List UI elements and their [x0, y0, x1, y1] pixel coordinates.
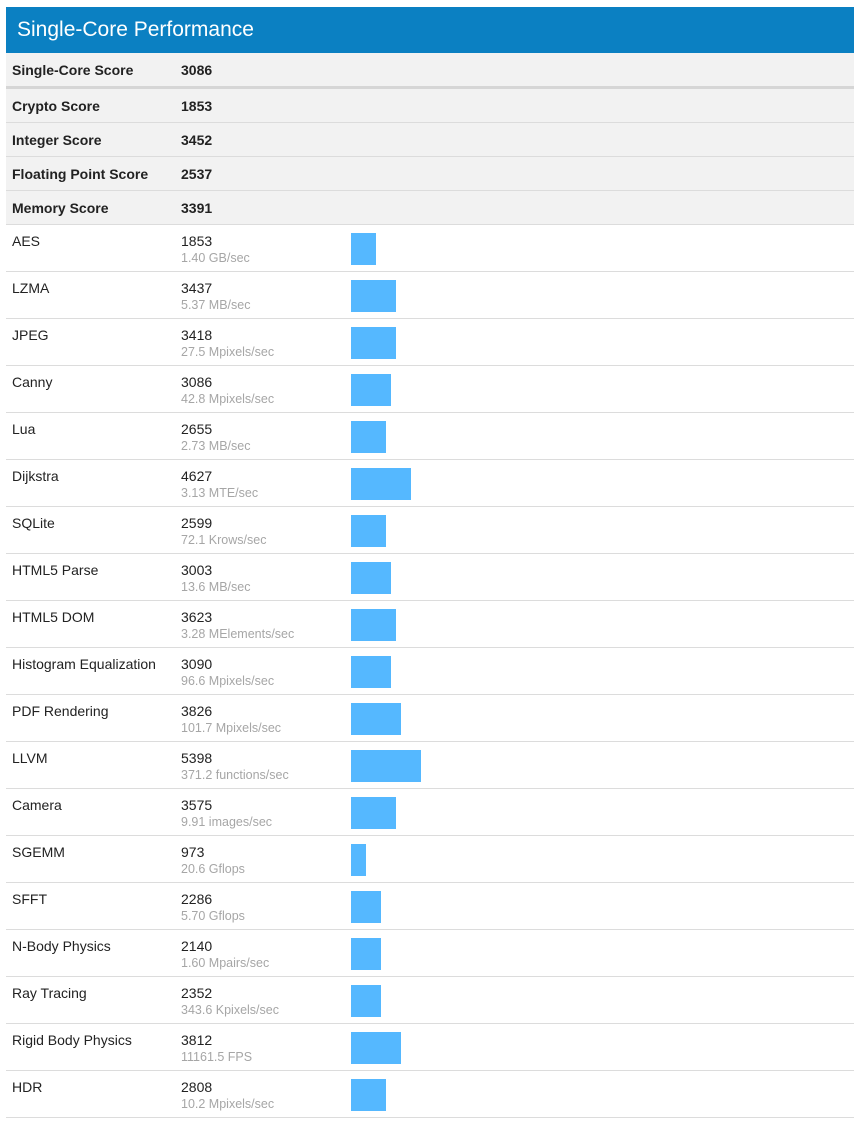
benchmark-bar — [351, 280, 396, 312]
benchmark-row — [6, 1024, 854, 1071]
benchmark-name: AES — [12, 233, 41, 249]
benchmark-throughput: 96.6 Mpixels/sec — [181, 674, 275, 688]
benchmark-row — [6, 836, 854, 883]
benchmark-row — [6, 977, 854, 1024]
benchmark-throughput: 13.6 MB/sec — [181, 580, 251, 594]
benchmark-name: Ray Tracing — [12, 985, 87, 1001]
benchmark-row — [6, 695, 854, 742]
benchmark-bar — [351, 374, 391, 406]
benchmark-name: PDF Rendering — [12, 703, 109, 719]
benchmark-row — [6, 225, 854, 272]
benchmark-score: 4627 — [181, 468, 213, 484]
benchmark-score: 3090 — [181, 656, 213, 672]
benchmark-score: 3623 — [181, 609, 213, 625]
summary-score: 1853 — [181, 98, 213, 114]
benchmark-throughput: 371.2 functions/sec — [181, 768, 289, 782]
benchmark-throughput: 1.60 Mpairs/sec — [181, 956, 270, 970]
summary-name: Memory Score — [12, 200, 109, 216]
benchmark-bar — [351, 1079, 386, 1111]
benchmark-row — [6, 460, 854, 507]
benchmark-throughput: 5.37 MB/sec — [181, 298, 251, 312]
benchmark-row — [6, 554, 854, 601]
benchmark-throughput: 3.13 MTE/sec — [181, 486, 259, 500]
benchmark-score: 3418 — [181, 327, 213, 343]
benchmark-name: LZMA — [12, 280, 50, 296]
summary-table — [6, 53, 854, 225]
benchmark-row — [6, 272, 854, 319]
benchmark-bar — [351, 562, 391, 594]
benchmark-bar — [351, 797, 396, 829]
benchmark-throughput: 5.70 Gflops — [181, 909, 245, 923]
summary-row-integer — [6, 123, 854, 157]
summary-row-crypto — [6, 89, 854, 123]
benchmark-row — [6, 648, 854, 695]
benchmark-throughput: 2.73 MB/sec — [181, 439, 251, 453]
benchmark-score: 2140 — [181, 938, 213, 954]
benchmark-bar — [351, 985, 381, 1017]
benchmark-throughput: 20.6 Gflops — [181, 862, 245, 876]
benchmark-row — [6, 366, 854, 413]
benchmark-row — [6, 507, 854, 554]
benchmark-name: Canny — [12, 374, 53, 390]
benchmark-throughput: 9.91 images/sec — [181, 815, 273, 829]
benchmark-score: 973 — [181, 844, 205, 860]
summary-name: Single-Core Score — [12, 62, 134, 78]
benchmark-score: 1853 — [181, 233, 213, 249]
benchmark-score: 3826 — [181, 703, 213, 719]
benchmark-bar — [351, 1032, 401, 1064]
benchmark-row — [6, 1071, 854, 1118]
benchmark-name: Lua — [12, 421, 36, 437]
benchmark-name: LLVM — [12, 750, 48, 766]
panel-header: Single-Core Performance — [6, 7, 854, 53]
benchmark-score: 2655 — [181, 421, 213, 437]
benchmark-row — [6, 883, 854, 930]
benchmark-throughput: 11161.5 FPS — [181, 1050, 253, 1064]
benchmark-throughput: 10.2 Mpixels/sec — [181, 1097, 275, 1111]
summary-row-memory — [6, 191, 854, 225]
benchmark-score: 3812 — [181, 1032, 213, 1048]
benchmark-name: SQLite — [12, 515, 55, 531]
benchmark-bar — [351, 515, 386, 547]
benchmark-score: 3575 — [181, 797, 213, 813]
summary-name: Floating Point Score — [12, 166, 149, 182]
benchmark-bar — [351, 656, 391, 688]
benchmark-name: Dijkstra — [12, 468, 59, 484]
benchmark-row — [6, 601, 854, 648]
summary-score: 3086 — [181, 62, 213, 78]
benchmark-bar — [351, 233, 376, 265]
benchmark-name: Rigid Body Physics — [12, 1032, 132, 1048]
benchmark-name: Histogram Equalization — [12, 656, 156, 672]
benchmark-bar — [351, 468, 411, 500]
benchmark-name: HTML5 DOM — [12, 609, 95, 625]
benchmark-bar — [351, 891, 381, 923]
summary-row-floating-point — [6, 157, 854, 191]
benchmark-throughput: 101.7 Mpixels/sec — [181, 721, 282, 735]
benchmark-name: Camera — [12, 797, 62, 813]
benchmark-name: HDR — [12, 1079, 43, 1095]
summary-score: 3452 — [181, 132, 213, 148]
benchmark-name: SGEMM — [12, 844, 65, 860]
benchmark-score: 2286 — [181, 891, 213, 907]
benchmark-score: 5398 — [181, 750, 213, 766]
benchmark-throughput: 1.40 GB/sec — [181, 251, 250, 265]
benchmark-bar — [351, 750, 421, 782]
summary-name: Crypto Score — [12, 98, 100, 114]
benchmark-bar — [351, 421, 386, 453]
benchmark-throughput: 72.1 Krows/sec — [181, 533, 267, 547]
benchmark-score: 3003 — [181, 562, 213, 578]
benchmark-throughput: 3.28 MElements/sec — [181, 627, 295, 641]
benchmark-row — [6, 930, 854, 977]
benchmark-name: JPEG — [12, 327, 49, 343]
benchmark-name: SFFT — [12, 891, 47, 907]
benchmark-throughput: 42.8 Mpixels/sec — [181, 392, 275, 406]
summary-name: Integer Score — [12, 132, 102, 148]
summary-score: 3391 — [181, 200, 213, 216]
benchmark-score: 3437 — [181, 280, 213, 296]
benchmark-throughput: 343.6 Kpixels/sec — [181, 1003, 279, 1017]
summary-score: 2537 — [181, 166, 213, 182]
benchmark-bar — [351, 609, 396, 641]
benchmark-bar — [351, 327, 396, 359]
benchmark-row — [6, 789, 854, 836]
benchmark-score: 2599 — [181, 515, 213, 531]
benchmark-score: 2352 — [181, 985, 213, 1001]
benchmark-bar — [351, 938, 381, 970]
benchmark-row — [6, 742, 854, 789]
benchmark-throughput: 27.5 Mpixels/sec — [181, 345, 275, 359]
benchmark-table — [6, 225, 854, 1118]
benchmark-name: HTML5 Parse — [12, 562, 99, 578]
benchmark-score: 2808 — [181, 1079, 213, 1095]
benchmark-score: 3086 — [181, 374, 213, 390]
benchmark-name: N-Body Physics — [12, 938, 111, 954]
benchmark-bar — [351, 703, 401, 735]
single-core-panel — [6, 7, 854, 1118]
summary-row-single-core — [6, 53, 854, 89]
benchmark-row — [6, 413, 854, 460]
benchmark-bar — [351, 844, 366, 876]
benchmark-row — [6, 319, 854, 366]
